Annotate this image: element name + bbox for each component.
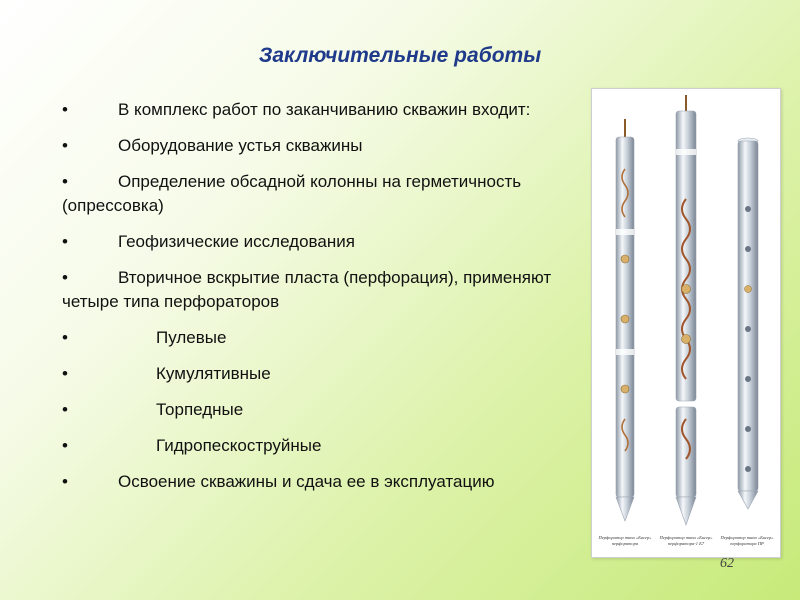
bullet-dot: •: [62, 328, 68, 347]
bullet-subitem: [62, 362, 582, 386]
page-number: 62: [720, 556, 734, 571]
bullet-text: Гидропескоструйные: [156, 436, 322, 455]
bullet-subitem: [62, 398, 582, 422]
bullet-dot: •: [62, 364, 68, 383]
bullet-text: Торпедные: [156, 400, 244, 419]
bullet-dot: •: [62, 268, 68, 287]
bullet-text: Геофизические исследования: [118, 232, 355, 251]
bullet-text: Кумулятивные: [156, 364, 271, 383]
bullet-item: [62, 98, 582, 122]
bullet-item: [62, 230, 582, 254]
bullet-dot: •: [62, 232, 68, 251]
bullet-item: [62, 170, 582, 218]
bullet-subitem: [62, 434, 582, 458]
bullet-text: Вторичное вскрытие пласта (перфорация), применяют четыре типа перфораторов: [62, 268, 552, 311]
slide-title: Заключительные работы: [258, 44, 542, 67]
figure-caption: Перфоратор типа «Бисер» перфоратора ПР: [720, 535, 774, 546]
bullet-dot: •: [62, 436, 68, 455]
figure-caption: Перфоратор типа «Бисер» перфоратора-1 Б7: [659, 535, 713, 546]
bullet-item: [62, 266, 582, 314]
bullet-dot: •: [62, 172, 68, 191]
perforator-middle: [676, 95, 696, 525]
perforator-illustration: [591, 88, 781, 558]
bullet-dot: •: [62, 136, 68, 155]
bullet-text: Пулевые: [156, 328, 227, 347]
bullet-item: [62, 134, 582, 158]
perforator-left: [616, 119, 634, 521]
bullet-dot: •: [62, 400, 68, 419]
bullet-text: Определение обсадной колонны на герметичность (опрессовка): [62, 172, 522, 215]
bullet-text: Освоение скважины и сдача ее в эксплуатацию: [118, 472, 495, 491]
bullet-dot: •: [62, 472, 68, 491]
bullet-list: [62, 98, 582, 506]
bullet-text: В комплекс работ по заканчиванию скважин входит:: [118, 100, 531, 119]
perforator-drawing: [592, 89, 780, 557]
bullet-text: Оборудование устья скважины: [118, 136, 363, 155]
bullet-dot: •: [62, 100, 68, 119]
bullet-item: [62, 470, 582, 494]
bullet-subitem: [62, 326, 582, 350]
perforator-right: [738, 138, 758, 509]
figure-caption: Перфоратор типа «Бисер» перфоратора: [598, 535, 652, 546]
